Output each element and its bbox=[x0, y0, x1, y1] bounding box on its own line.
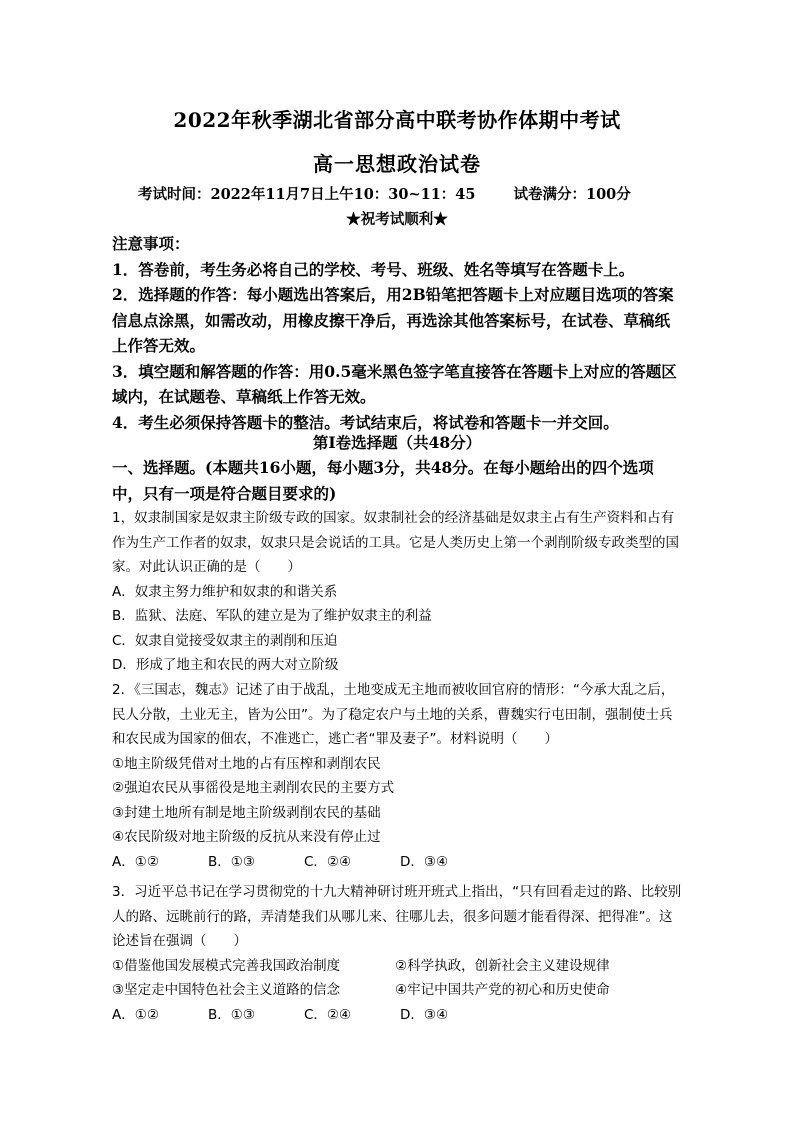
section-one-instructions: 一、选择题。(本题共16小题，每小题3分，共48分。在每小题给出的四个选项中，只有一项是符合题目要求的) bbox=[112, 458, 654, 503]
statement: ④牢记中国共产党的初心和历史使命 bbox=[395, 982, 610, 998]
exam-info bbox=[138, 183, 631, 204]
choice: A．①② bbox=[112, 1006, 159, 1023]
statement: ②强迫农民从事徭役是地主剥削农民的主要方式 bbox=[112, 780, 395, 796]
blessing: ★祝考试顺利★ bbox=[346, 211, 448, 228]
choice: B．①③ bbox=[208, 1006, 255, 1023]
option: B．监狱、法庭、军队的建立是为了维护奴隶主的利益 bbox=[112, 608, 432, 624]
choice: C．②④ bbox=[304, 1006, 352, 1023]
question-stem: 2．《三国志，魏志》记述了由于战乱，土地变成无主地而被收回官府的情形：“今承大乱之后，民人分散，土业无主，皆为公田”。为了稳定农户与土地的关系，曹魏实行屯田制，强制使士兵和农民成为国家的佃农，不准逃亡，逃亡者“罪及妻子”。材料说明（ ） bbox=[112, 682, 675, 747]
statement: ①借鉴他国发展模式完善我国政治制度 bbox=[112, 957, 341, 974]
question-2 bbox=[112, 678, 682, 874]
notes-block bbox=[112, 231, 682, 435]
section-title: 第Ⅰ卷选择题（共48分） bbox=[312, 433, 482, 452]
note-item: 3．填空题和解答题的作答：用0.5毫米黑色签字笔直接答在答题卡上对应的答题区域内，在试题卷、草稿纸上作答无效。 bbox=[112, 361, 677, 406]
exam-title: 2022年秋季湖北省部分高中联考协作体期中考试 bbox=[173, 108, 621, 132]
choice: B．①③ bbox=[208, 853, 255, 870]
note-item: 1．答卷前，考生务必将自己的学校、考号、班级、姓名等填写在答题卡上。 bbox=[112, 259, 635, 279]
choice: A．①② bbox=[112, 853, 159, 870]
note-item: 4．考生必须保持答题卡的整洁。考试结束后，将试卷和答题卡一并交回。 bbox=[112, 412, 619, 432]
note-item: 2．选择题的作答：每小题选出答案后，用2B铅笔把答题卡上对应题目选项的答案信息点涂黑，如需改动，用橡皮擦干净后，再选涂其他答案标号，在试卷、草稿纸上作答无效。 bbox=[112, 285, 674, 355]
option: A．奴隶主努力维护和奴隶的和谐关系 bbox=[112, 583, 338, 600]
question-1 bbox=[112, 506, 682, 678]
statement: ①地主阶级凭借对土地的占有压榨和剥削农民 bbox=[112, 755, 381, 772]
choice: D．③④ bbox=[400, 1006, 449, 1023]
statement: ④农民阶级对地主阶级的反抗从来没有停止过 bbox=[112, 829, 381, 845]
statement: ③坚定走中国特色社会主义道路的信念 bbox=[112, 982, 341, 998]
exam-time: 考试时间：2022年11月7日上午10：30~11：45 bbox=[138, 186, 476, 203]
choice: D．③④ bbox=[400, 853, 449, 870]
exam-subtitle: 高一思想政治试卷 bbox=[313, 152, 481, 176]
question-stem: 1，奴隶制国家是奴隶主阶级专政的国家。奴隶制社会的经济基础是奴隶主占有生产资料和占有作为生产工作者的奴隶，奴隶只是会说话的工具。它是人类历史上第一个剥削阶级专政类型的国家。对此认识正确的是（ ） bbox=[112, 510, 679, 575]
exam-score: 试卷满分：100分 bbox=[513, 186, 631, 203]
statement-row bbox=[112, 978, 682, 1003]
notes-heading: 注意事项： bbox=[112, 234, 190, 253]
statement: ③封建土地所有制是地主阶级剥削农民的基础 bbox=[112, 804, 381, 821]
choice: C．②④ bbox=[304, 853, 352, 870]
choice-row bbox=[112, 1003, 682, 1028]
choice-row bbox=[112, 850, 682, 875]
statement: ②科学执政，创新社会主义建设规律 bbox=[395, 957, 610, 974]
question-3 bbox=[112, 880, 682, 1027]
question-stem: 3．习近平总书记在学习贯彻党的十九大精神研讨班开班式上指出，“只有回看走过的路、比较别人的路、远眺前行的路，弄清楚我们从哪儿来、往哪儿去，很多问题才能看得深、把得准”。这论述旨在强调（ ） bbox=[112, 884, 682, 949]
option: D．形成了地主和农民的两大对立阶级 bbox=[112, 657, 339, 673]
statement-row bbox=[112, 954, 682, 979]
option: C．奴隶自觉接受奴隶主的剥削和压迫 bbox=[112, 632, 338, 649]
